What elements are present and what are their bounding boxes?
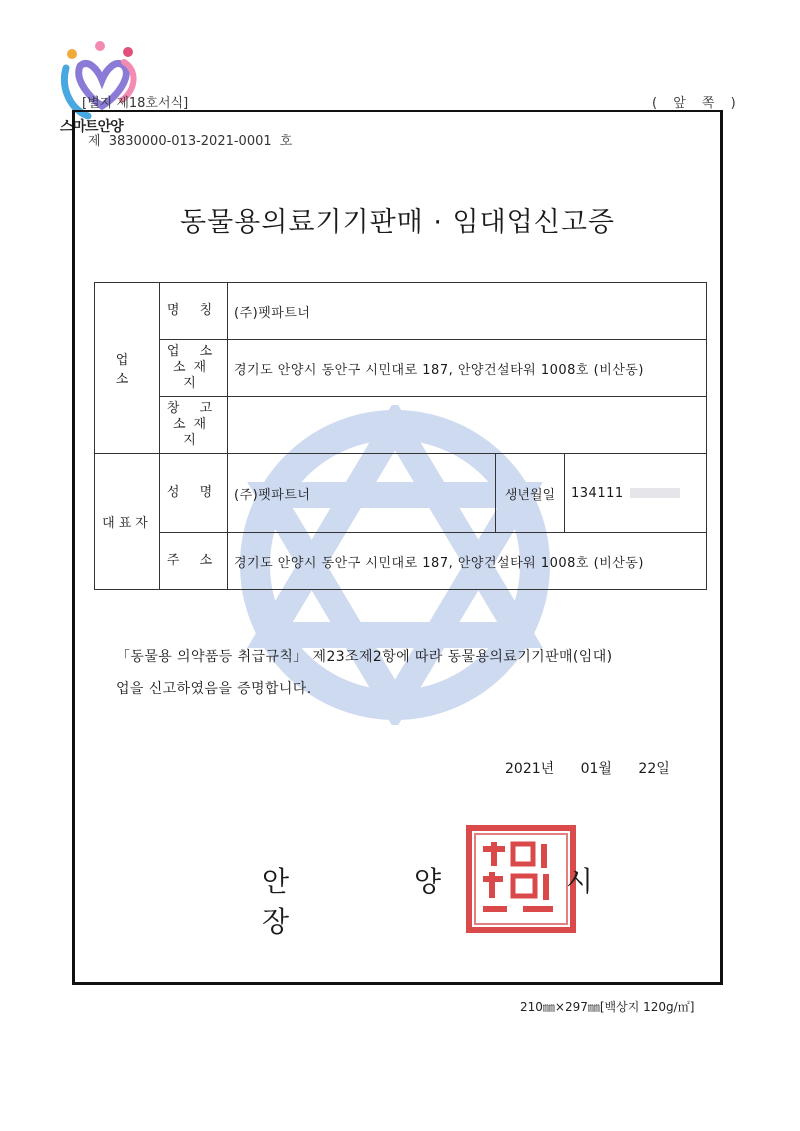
form-number: [별지 제18호서식] bbox=[82, 96, 189, 111]
birth-date-label: 생년월일 bbox=[496, 454, 565, 533]
issue-year: 2021년 bbox=[505, 761, 555, 777]
birth-date-cell bbox=[565, 454, 707, 533]
rep-address-value: 경기도 안양시 동안구 시민대로 187, 안양건설타워 1008호 (비산동) bbox=[228, 533, 707, 590]
warehouse-address-value bbox=[228, 397, 707, 454]
issue-date bbox=[505, 758, 670, 778]
rep-address-label: 주 소 bbox=[160, 533, 228, 590]
redacted-mark bbox=[630, 488, 680, 498]
statement-line-1: 「동물용 의약품등 취급규칙」 제23조제2항에 따라 동물용의료기기판매(임대) bbox=[116, 649, 613, 665]
page-side-label: ( 앞 쪽 ) bbox=[652, 96, 742, 111]
representative-section-label: 대표자 bbox=[95, 454, 160, 590]
business-address-value: 경기도 안양시 동안구 시민대로 187, 안양건설타워 1008호 (비산동) bbox=[228, 340, 707, 397]
document-title: 동물용의료기기판매 · 임대업신고증 bbox=[180, 207, 615, 238]
certificate-info-table bbox=[94, 282, 707, 590]
issue-month: 01월 bbox=[580, 761, 612, 777]
logo-text: 스마트안양 bbox=[60, 119, 123, 135]
paper-spec-footnote: 210㎜×297㎜[백상지 120g/㎡] bbox=[520, 1000, 695, 1014]
rep-name-label: 성 명 bbox=[160, 454, 228, 533]
rep-name-value: (주)펫파트너 bbox=[228, 454, 496, 533]
statement-line-2: 업을 신고하였음을 증명합니다. bbox=[116, 681, 312, 697]
name-label: 명 칭 bbox=[160, 283, 228, 340]
issuer-name: 안 양 시 장 bbox=[262, 865, 651, 938]
business-address-label: 업 소 소재지 bbox=[160, 340, 228, 397]
name-value: (주)펫파트너 bbox=[228, 283, 707, 340]
birth-date-value: 134111 bbox=[571, 485, 624, 501]
certification-statement bbox=[116, 641, 613, 705]
issue-day: 22일 bbox=[638, 761, 670, 777]
business-section-label: 업 소 bbox=[95, 283, 160, 454]
warehouse-address-label: 창 고 소재지 bbox=[160, 397, 228, 454]
registration-number: 제 3830000-013-2021-0001 호 bbox=[88, 134, 293, 149]
